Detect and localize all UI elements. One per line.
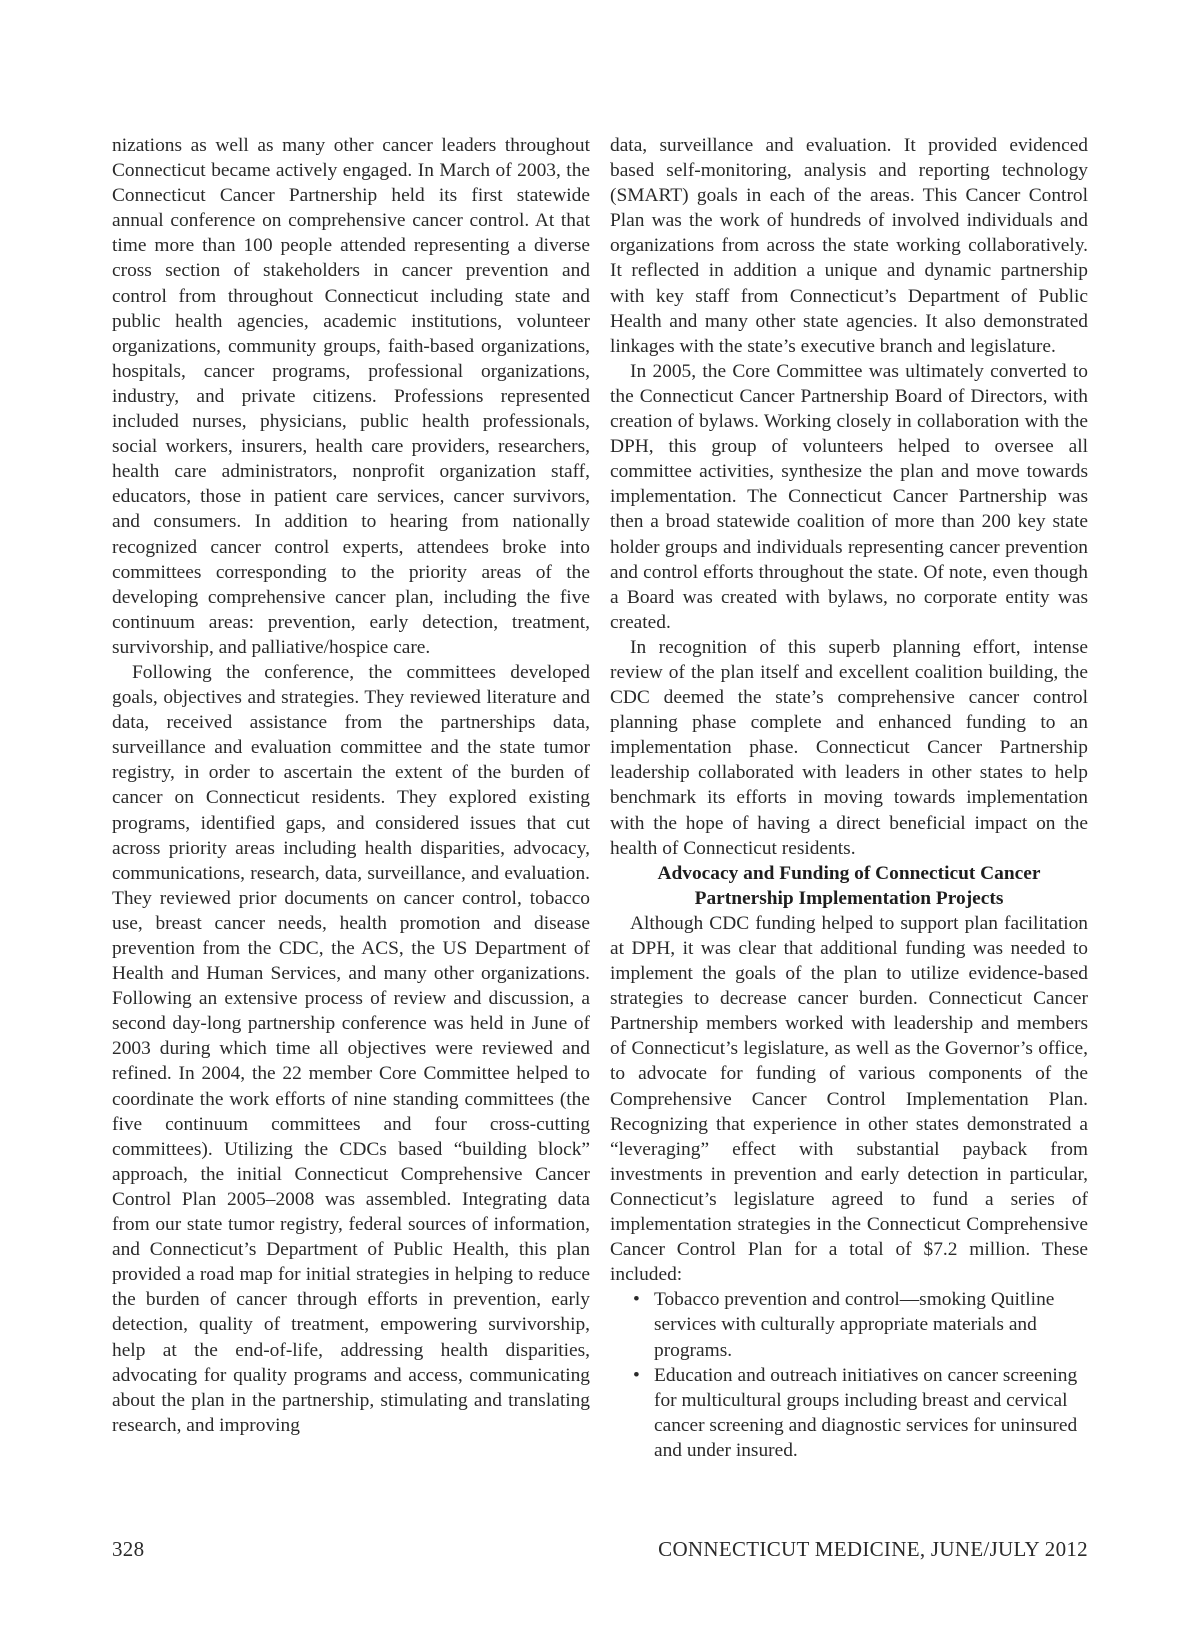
- bullet-list: [610, 1287, 1088, 1463]
- paragraph-core-committee: In 2005, the Core Committee was ultimately converted to the Connecticut Cancer Partnership Board of Directors, with creation of bylaws. Working closely in collaboration with the DPH, this group of volunteers helped to oversee all committee activities, synthesize the plan and move towards implementation. The Connecticut Cancer Partnership was then a broad statewide coalition of more than 200 key state holder groups and individuals representing cancer prevention and control efforts throughout the state. Of note, even though a Board was created with bylaws, no corporate entity was created.: [610, 360, 1088, 633]
- section-heading-line-1: Advocacy and Funding of Connecticut Cancer: [657, 862, 1041, 884]
- section-heading-line-2: Partnership Implementation Projects: [694, 887, 1004, 909]
- paragraph-smart-goals: data, surveillance and evaluation. It provided evidenced based self-monitoring, analysis and reporting technology (SMART) goals in each of the areas. This Cancer Control Plan was the work of hundreds of involved individuals and organizations from across the state working collaboratively. It reflected in addition a unique and dynamic partnership with key staff from Connecticut’s Department of Public Health and many other state agencies. It also demonstrated linkages with the state’s executive branch and legislature.: [610, 135, 1088, 357]
- list-item-text: Tobacco prevention and control—smoking Quitline services with culturally appropriate materials and programs.: [654, 1289, 1055, 1361]
- page-number: 328: [112, 1537, 145, 1561]
- list-item: [610, 1287, 1088, 1362]
- bullet-icon: •: [633, 1289, 640, 1311]
- list-item: [610, 1363, 1088, 1463]
- paragraph-following-conference: Following the conference, the committees developed goals, objectives and strategies. They reviewed literature and data, received assistance from the partnerships data, surveillance and evaluation committee and the state tumor registry, in order to ascertain the extent of the burden of cancer on Connecticut residents. They explored existing programs, identified gaps, and considered issues that cut across priority areas including health disparities, advocacy, communications, research, data, surveillance, and evaluation. They reviewed prior documents on cancer control, tobacco use, breast cancer needs, health promotion and disease prevention from the CDC, the ACS, the US Department of Health and Human Services, and many other organizations. Following an extensive process of review and discussion, a second day-long partnership conference was held in June of 2003 during which time all objectives were reviewed and refined. In 2004, the 22 member Core Committee helped to coordinate the work efforts of nine standing committees (the five continuum committees and four cross-cutting committees). Utilizing the CDCs based “building block” approach, the initial Connecticut Comprehensive Cancer Control Plan 2005–2008 was assembled. Integrating data from our state tumor registry, federal sources of information, and Connecticut’s Department of Public Health, this plan provided a road map for initial strategies in helping to reduce the burden of cancer through efforts in prevention, early detection, quality of treatment, empowering survivorship, help at the end-of-life, addressing health disparities, advocating for quality programs and access, communicating about the plan in the partnership, stimulating and translating research, and improving: [112, 661, 590, 1436]
- paragraph-continuation: nizations as well as many other cancer leaders throughout Connecticut became actively engaged. In March of 2003, the Connecticut Cancer Partnership held its first statewide annual conference on comprehensive cancer control. At that time more than 100 people attended representing a diverse cross section of stakeholders in cancer prevention and control from throughout Connecticut including state and public health agencies, academic institutions, volunteer organizations, community groups, faith-based organizations, hospitals, cancer programs, professional organizations, industry, and private citizens. Professions represented included nurses, physicians, public health professionals, social workers, insurers, health care providers, researchers, health care administrators, nonprofit organization staff, educators, those in patient care services, cancer survivors, and consumers. In addition to hearing from nationally recognized cancer control experts, attendees broke into committees corresponding to the priority areas of the developing comprehensive cancer plan, including the five continuum areas: prevention, early detection, treatment, survivorship, and palliative/hospice care.: [112, 135, 590, 658]
- left-column: [112, 133, 590, 1438]
- section-heading: [610, 861, 1088, 911]
- journal-running-footer: CONNECTICUT MEDICINE, JUNE/JULY 2012: [658, 1537, 1088, 1561]
- paragraph-cdc-recognition: In recognition of this superb planning effort, intense review of the plan itself and excellent coalition building, the CDC deemed the state’s comprehensive cancer control planning phase complete and enhanced funding to an implementation phase. Connecticut Cancer Partnership leadership collaborated with leaders in other states to help benchmark its efforts in moving towards implementation with the hope of having a direct beneficial impact on the health of Connecticut residents.: [610, 636, 1088, 859]
- right-column: [610, 133, 1088, 1463]
- paragraph-funding: Although CDC funding helped to support plan facilitation at DPH, it was clear that additional funding was needed to implement the goals of the plan to utilize evidence-based strategies to decrease cancer burden. Connecticut Cancer Partnership members worked with leadership and members of Connecticut’s legislature, as well as the Governor’s office, to advocate for funding of various components of the Comprehensive Cancer Control Implementation Plan. Recognizing that experience in other states demonstrated a “leveraging” effect with substantial payback from investments in prevention and early detection in particular, Connecticut’s legislature agreed to fund a series of implementation strategies in the Connecticut Comprehensive Cancer Control Plan for a total of $7.2 million. These included:: [610, 912, 1088, 1286]
- list-item-text: Education and outreach initiatives on cancer screening for multicultural groups including breast and cervical cancer screening and diagnostic services for uninsured and under insured.: [654, 1364, 1078, 1461]
- bullet-icon: •: [633, 1364, 640, 1386]
